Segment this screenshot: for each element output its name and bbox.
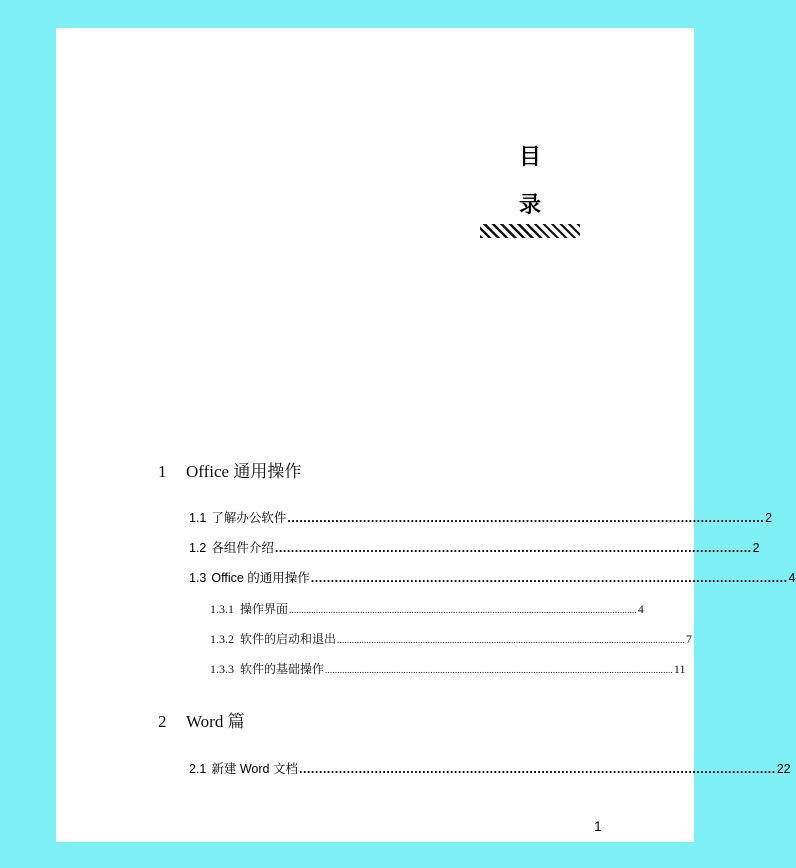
chapter-heading[interactable] — [158, 462, 301, 482]
section-title: 新建 Word 文档 — [211, 762, 298, 776]
section-number: 1.3 — [189, 571, 207, 585]
dot-leader: .............................................................................................................................................. — [337, 635, 685, 645]
dot-leader: .............................................................................................................................................. — [325, 665, 673, 675]
toc-entry[interactable] — [189, 570, 796, 586]
dot-leader: ........................................................................................................................ — [298, 762, 776, 776]
dot-leader: ........................................................................................................................ — [310, 571, 788, 585]
page-number: 11 — [673, 662, 686, 676]
page-number: 2 — [765, 511, 773, 525]
toc-title-char-2: 录 — [518, 193, 541, 218]
section-number: 1.2 — [189, 541, 207, 555]
page-number: 22 — [776, 762, 791, 776]
toc-entry[interactable] — [210, 631, 692, 648]
section-title: 软件的基础操作 — [240, 662, 325, 676]
chapter-heading[interactable] — [158, 712, 245, 732]
section-title: 操作界面 — [240, 602, 289, 616]
dot-leader: ........................................................................................................................ — [287, 511, 765, 525]
section-number: 1.1 — [189, 511, 207, 525]
page-number: 4 — [788, 571, 796, 585]
toc-entry[interactable] — [189, 510, 773, 526]
section-title: 软件的启动和退出 — [240, 632, 337, 646]
page-number: 2 — [752, 541, 760, 555]
decorative-hatch-rule — [480, 224, 580, 238]
chapter-number: 2 — [158, 712, 167, 731]
section-number: 2.1 — [189, 762, 207, 776]
section-number: 1.3.1 — [210, 602, 234, 616]
toc-entry[interactable] — [210, 661, 686, 678]
page-number: 4 — [637, 602, 644, 616]
document-page — [56, 28, 796, 842]
section-title: 各组件介绍 — [211, 541, 274, 555]
toc-title-char-1: 目 — [518, 145, 541, 170]
toc-entry[interactable] — [189, 761, 791, 777]
section-title: 了解办公软件 — [211, 511, 287, 525]
chapter-title: Word 篇 — [186, 712, 245, 731]
chapter-title: Office 通用操作 — [186, 462, 302, 481]
section-number: 1.3.3 — [210, 662, 234, 676]
chapter-number: 1 — [158, 462, 167, 481]
page-number: 7 — [685, 632, 692, 646]
section-number: 1.3.2 — [210, 632, 234, 646]
dot-leader: ........................................................................................................................ — [274, 541, 752, 555]
section-title: Office 的通用操作 — [211, 571, 310, 585]
footer-page-number: 1 — [594, 818, 602, 834]
dot-leader: .............................................................................................................................................. — [289, 605, 637, 615]
toc-entry[interactable] — [210, 601, 644, 618]
toc-entry[interactable] — [189, 540, 760, 556]
